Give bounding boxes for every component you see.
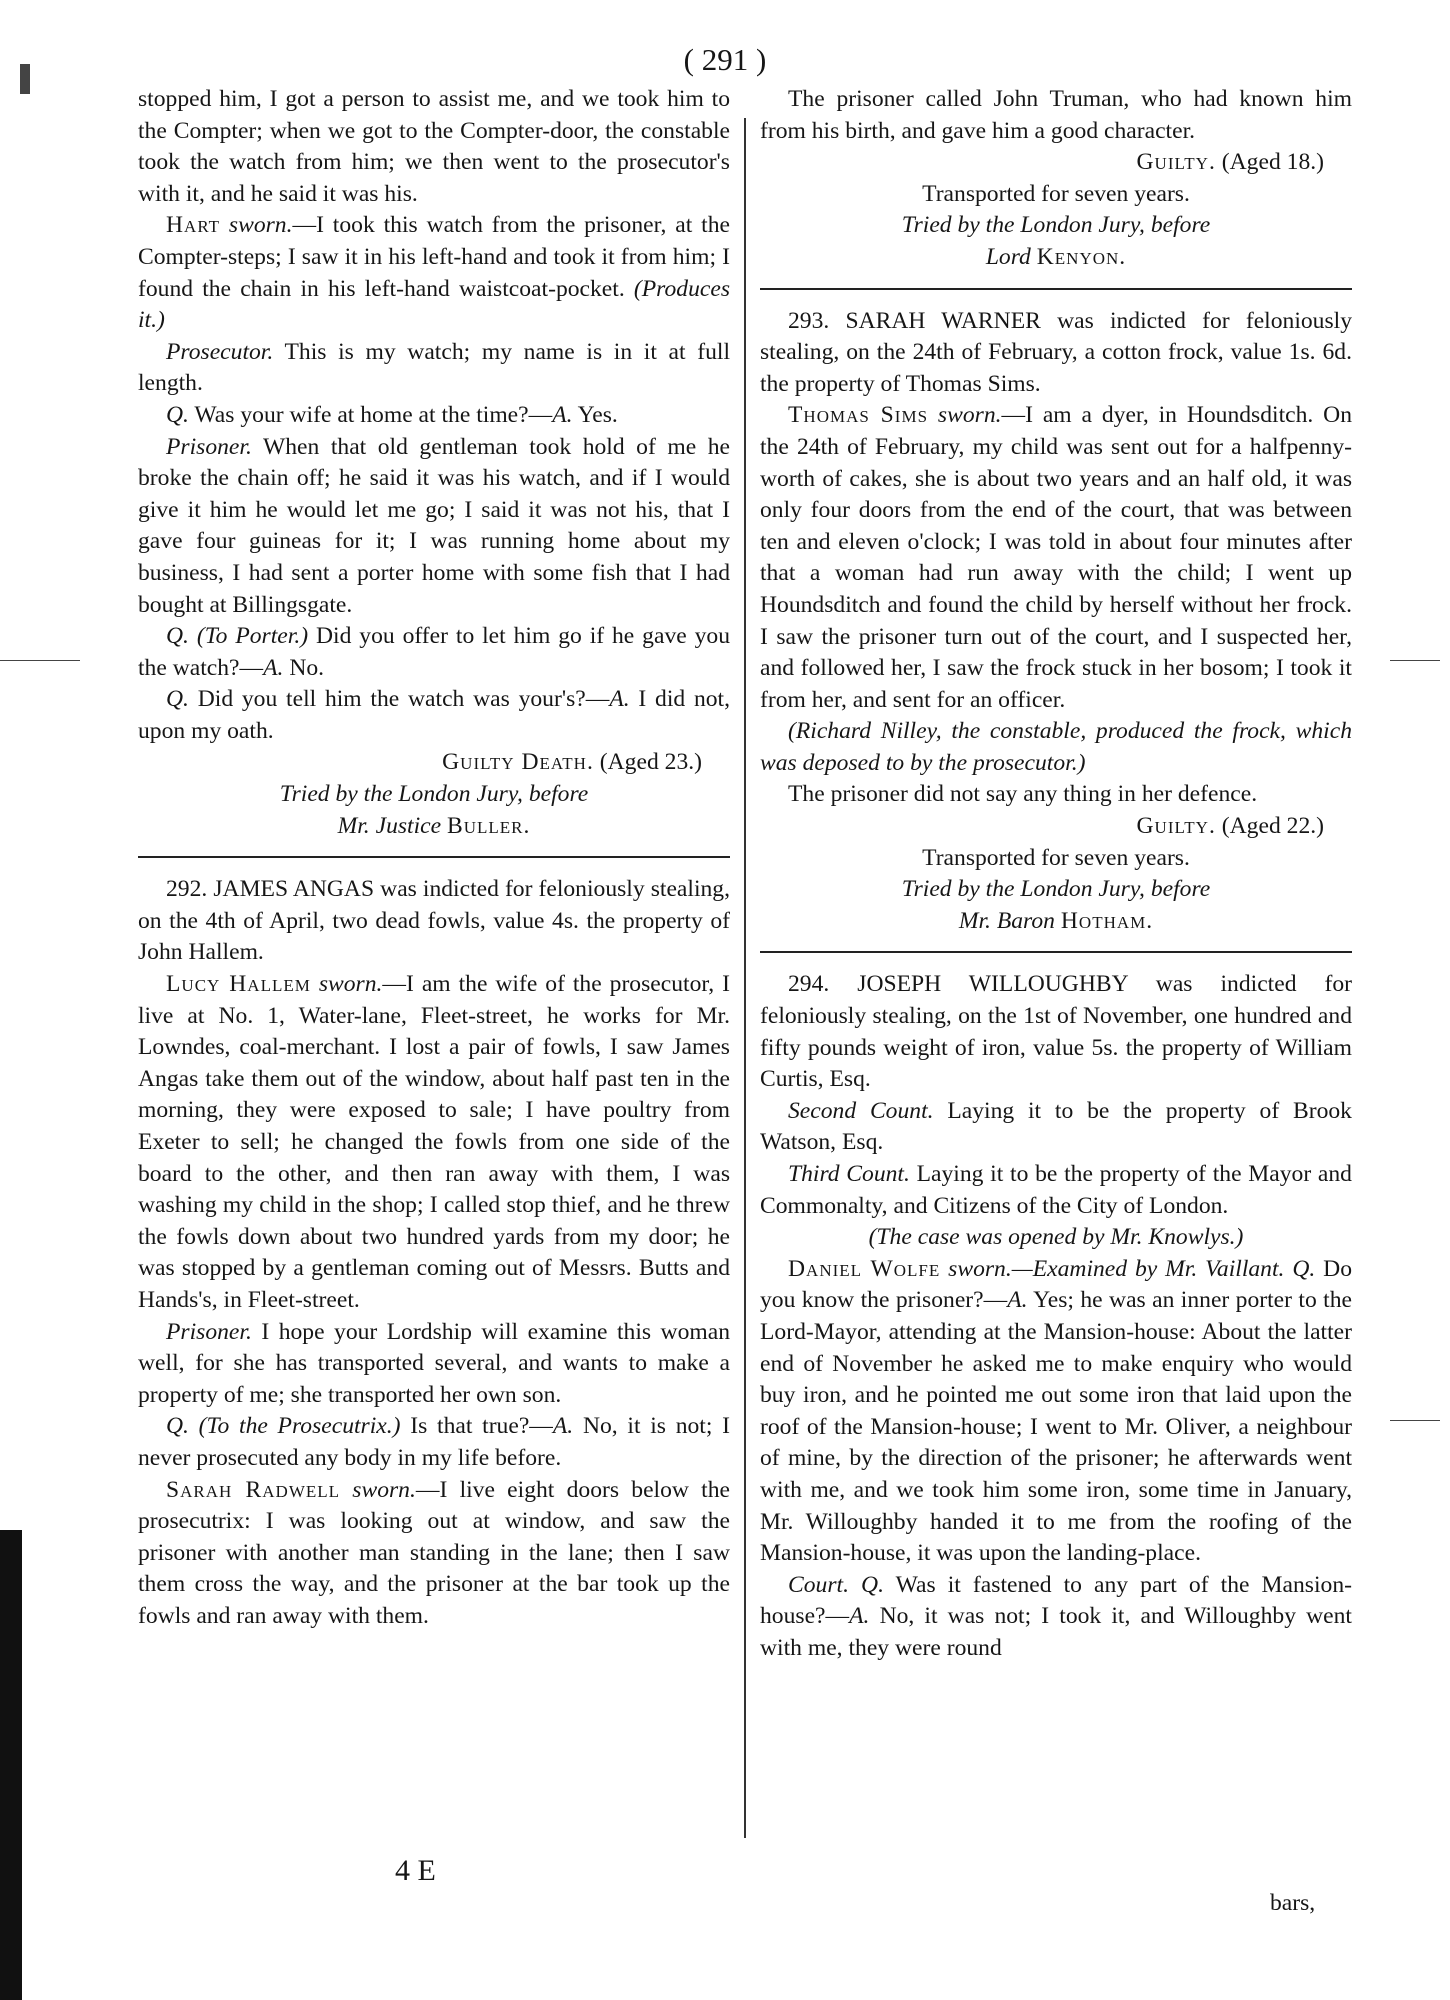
testimony-text: —I am the wife of the prosecutor, I live at No. 1, Water-lane, Fleet-street, he works for Mr. Lowndes, coal-merchant. I lost a pair of fowls, I saw James Angas take them out of the window, about half past ten in the morning, they were exposed to sale; I have poultry from Exeter to sell; he changed the fowls from one side of the board to the other, and then ran away with them, I was washing my child in the shop; I called stop thief, and he threw the fowls down about two hundred yards from my door; he was stopped by a gentleman coming out of Messrs. Butts and Hands's, in Fleet-street. <box>138 971 731 1313</box>
witness-name: Sarah Radwell <box>166 1476 341 1503</box>
a-label: A. <box>552 401 573 428</box>
a-label: A. <box>609 686 630 713</box>
judge-name: Kenyon. <box>1036 243 1127 270</box>
paragraph: stopped him, I got a person to assist me, and we took him to the Compter; when we got to the Compter-door, the constable took the watch from him; we then went to the prosecutor's with it, and he said it was his. <box>138 86 730 207</box>
sworn-label: sworn.—Examined by Mr. Vaillant. <box>948 1255 1285 1282</box>
sworn-label: sworn. <box>228 212 293 239</box>
case-number: 293. <box>788 307 830 334</box>
judge-title: Mr. Justice <box>337 812 442 839</box>
verdict-text: Guilty. <box>1136 813 1216 840</box>
indictment-text: was indicted for feloniously stealing, on the 1st of November, one hundred and fifty pounds weight of iron, value 5s. the property of William Curtis, Esq. <box>760 971 1352 1093</box>
verdict <box>760 811 1352 843</box>
defendant-name: JAMES ANGAS <box>213 876 375 903</box>
case-number: 294. <box>788 971 830 998</box>
character-witness: The prisoner called John Truman, who had known him from his birth, and gave him a good character. <box>760 86 1352 144</box>
verdict-text: Guilty Death. <box>442 749 594 776</box>
sentence: Transported for seven years. <box>922 844 1190 871</box>
testimony-sarah-radwell <box>138 1475 730 1633</box>
judge-title: Lord <box>985 243 1031 270</box>
question-text: Was your wife at home at the time?— <box>194 401 553 428</box>
question-text: Is that true?— <box>410 1413 553 1440</box>
binding-shadow <box>0 1530 22 2000</box>
sentence: Transported for seven years. <box>922 180 1190 207</box>
q-label: Q. <box>1292 1255 1316 1282</box>
testimony-prisoner <box>138 1317 730 1412</box>
question <box>138 621 730 684</box>
stage-note: (Richard Nilley, the constable, produced the frock, which was deposed to by the prosecutor.) <box>760 718 1352 776</box>
witness-name: Hart <box>166 212 221 239</box>
stage-note: (To the Prosecutrix.) <box>198 1413 401 1440</box>
a-label: A. <box>263 654 284 681</box>
margin-mark <box>1390 660 1440 661</box>
question-text: Did you tell him the watch was your's?— <box>197 686 610 713</box>
a-label: A. <box>1007 1287 1028 1314</box>
question-text: Was it fastened to any part of the Mansion-house?— <box>760 1571 1352 1630</box>
answer-text: No, it is not; I never prosecuted any body in my life before. <box>138 1413 730 1471</box>
trial-line: Tried by the London Jury, before <box>279 781 589 808</box>
a-label: A. <box>849 1603 870 1630</box>
trial-judge-line <box>138 811 730 843</box>
question-text: Did you offer to let him go if he gave you the watch?— <box>138 623 730 681</box>
defendant-name: JOSEPH WILLOUGHBY <box>857 971 1128 998</box>
count-text: Laying it to be the property of the Mayor and Commonalty, and Citizens of the City of London. <box>760 1161 1352 1219</box>
testimony-text: —I took this watch from the prisoner, at the Compter-steps; I saw it in his left-hand and took it from him; I found the chain in his left-hand waistcoat-pocket. <box>138 212 731 302</box>
testimony-text: I hope your Lordship will examine this woman well, for she has transported several, and wants to make a property of me; she transported her own son. <box>138 1318 730 1408</box>
answer-text: No, it was not; I took it, and Willoughby went with me, they were round <box>760 1603 1352 1661</box>
trial-line: Tried by the London Jury, before <box>901 876 1211 903</box>
witness-name: Lucy Hallem <box>166 971 311 998</box>
speaker-label: Prisoner. <box>166 433 252 460</box>
speaker-label: Prisoner. <box>166 1318 252 1345</box>
testimony-prisoner <box>138 432 730 622</box>
a-label: A. <box>552 1413 574 1440</box>
question <box>138 684 730 747</box>
case-separator <box>138 856 730 858</box>
count-text: Laying it to be the property of Brook Watson, Esq. <box>760 1097 1352 1156</box>
catchword: bars, <box>1270 1890 1316 1916</box>
no-defence-line: The prisoner did not say any thing in her defence. <box>788 781 1258 808</box>
indictment-text: was indicted for feloniously stealing, on the 24th of February, a cotton frock, value 1s. 6d. the property of Thomas Sims. <box>760 307 1352 397</box>
case-heading-294 <box>760 969 1352 1095</box>
case-heading-292 <box>138 874 730 969</box>
judge-title: Mr. Baron <box>958 907 1055 934</box>
speaker-label: Prosecutor. <box>166 338 274 365</box>
second-count <box>760 1096 1352 1159</box>
testimony-text: Yes; he was an inner porter to the Lord-Mayor, attending at the Mansion-house: About the latter end of November he asked me to make enquiry who would buy iron, and he pointed me out some iron that laid upon the roof of the Mansion-house; I went to Mr. Oliver, a neighbour of mine, by the direction of the prisoner; he afterwards went with me, and we took him some iron, some time in January, Mr. Willoughby handed it to me from the roofing of the Mansion-house, it was upon the landing-place. <box>760 1287 1352 1567</box>
q-label: Q. <box>166 623 189 650</box>
verdict <box>760 147 1352 179</box>
stage-note: (To Porter.) <box>196 623 309 650</box>
left-column <box>138 84 730 1633</box>
testimony-daniel-wolfe <box>760 1254 1352 1570</box>
defendant-name: SARAH WARNER <box>845 307 1041 334</box>
case-separator <box>760 288 1352 290</box>
trial-judge-line <box>760 906 1352 938</box>
verdict-text: Guilty. <box>1136 149 1216 176</box>
testimony-text: —I live eight doors below the prosecutrix: I was looking out at window, and saw the prisoner with another man standing in the lane; then I saw them cross the way, and the prisoner at the bar took up the fowls and ran away with them. <box>138 1476 730 1629</box>
margin-mark <box>0 660 80 661</box>
verdict <box>138 747 730 779</box>
q-label: Q. <box>861 1571 884 1598</box>
trial-line: Tried by the London Jury, before <box>901 212 1211 239</box>
judge-name: Hotham. <box>1060 907 1154 934</box>
verdict-age: (Aged 18.) <box>1221 149 1324 176</box>
stage-note: (The case was opened by Mr. Knowlys.) <box>868 1224 1244 1251</box>
trial-judge-line <box>760 242 1352 274</box>
column-divider <box>744 118 746 1838</box>
sworn-label: sworn. <box>352 1476 416 1503</box>
indictment-text: was indicted for feloniously stealing, on the 4th of April, two dead fowls, value 4s. the property of John Hallem. <box>138 876 730 966</box>
testimony-text: This is my watch; my name is in it at full length. <box>138 338 730 397</box>
testimony-thomas-sims <box>760 400 1352 716</box>
witness-name: Daniel Wolfe <box>788 1255 941 1282</box>
speaker-label: Court. <box>788 1571 849 1598</box>
q-label: Q. <box>166 686 189 713</box>
question <box>138 1411 730 1474</box>
margin-mark <box>1390 1420 1440 1421</box>
count-label: Third Count. <box>788 1161 910 1187</box>
q-label: Q. <box>166 1413 189 1440</box>
case-heading-293 <box>760 306 1352 401</box>
sworn-label: sworn. <box>937 402 1002 429</box>
answer-text: Yes. <box>577 401 618 428</box>
testimony-hart <box>138 210 730 336</box>
q-label: Q. <box>166 401 189 428</box>
judge-name: Buller. <box>447 812 531 839</box>
court-question <box>760 1570 1352 1665</box>
witness-name: Thomas Sims <box>788 402 929 429</box>
signature-mark: 4 E <box>395 1854 436 1887</box>
question-text: Do you know the prisoner?— <box>760 1255 1352 1314</box>
count-label: Second Count. <box>788 1097 934 1124</box>
verdict-age: (Aged 23.) <box>599 749 702 776</box>
question <box>138 400 730 432</box>
third-count <box>760 1159 1352 1222</box>
page-number: ( 291 ) <box>683 42 767 77</box>
verdict-age: (Aged 22.) <box>1221 813 1324 840</box>
testimony-prosecutor <box>138 337 730 400</box>
case-separator <box>760 951 1352 953</box>
case-number: 292. <box>166 876 208 903</box>
answer-text: No. <box>289 654 325 681</box>
testimony-lucy-hallem <box>138 969 730 1317</box>
answer-text: I did not, upon my oath. <box>138 686 731 744</box>
stage-note: (Produces it.) <box>138 275 730 334</box>
sworn-label: sworn. <box>318 971 383 998</box>
margin-mark <box>20 64 30 94</box>
testimony-text: When that old gentleman took hold of me he broke the chain off; he said it was his watch, and if I would give it him he would let me go; I said it was not his, that I gave four guineas for it; I was running home about my business, I had sent a porter home with some fish that I had bought at Billingsgate. <box>138 433 730 618</box>
testimony-text: —I am a dyer, in Houndsditch. On the 24th of February, my child was sent out for a halfpenny-worth of cakes, she is about two years and an half old, it was only four doors from the end of the court, that was between ten and eleven o'clock; I was told in about four minutes after that a woman had run away with the child; I went up Houndsditch and found the child by herself without her frock. I saw the prisoner turn out of the court, and I suspected her, and followed her, I saw the frock stuck in her bosom; I took it from her, and sent for an officer. <box>760 402 1352 713</box>
right-column <box>760 84 1352 1665</box>
